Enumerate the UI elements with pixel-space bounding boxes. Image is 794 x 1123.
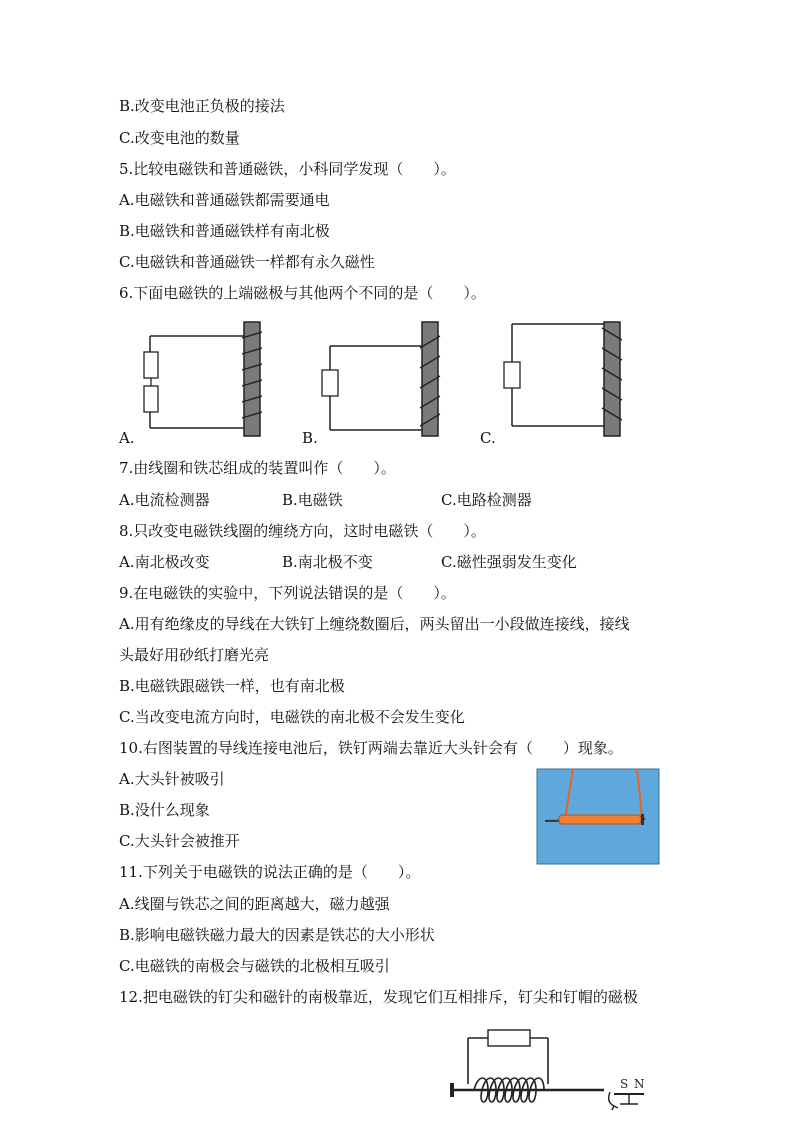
- option-q10-c: C.大头针会被推开: [119, 832, 240, 850]
- question-7: 7.由线圈和铁芯组成的装置叫作（ ）。: [119, 459, 396, 477]
- q6-diagram-a: [130, 318, 280, 443]
- option-q11-c: C.电磁铁的南极会与磁铁的北极相互吸引: [119, 957, 390, 975]
- question-5: 5.比较电磁铁和普通磁铁，小科同学发现（ ）。: [119, 160, 456, 178]
- q8-option-c: C.磁性强弱发生变化: [441, 553, 577, 571]
- question-11: 11.下列关于电磁铁的说法正确的是（ ）。: [119, 863, 421, 881]
- q6-diagram-b: [318, 318, 448, 443]
- option-q9-a: A.用有绝缘皮的导线在大铁钉上缠绕数圈后，两头留出一小段做连接线，接线: [119, 615, 630, 633]
- option-q11-b: B.影响电磁铁磁力最大的因素是铁芯的大小形状: [119, 926, 435, 944]
- q6-option-c: C.: [480, 429, 496, 447]
- question-12: 12.把电磁铁的钉尖和磁针的南极靠近，发现它们互相排斥，钉尖和钉帽的磁极: [119, 988, 638, 1006]
- question-8: 8.只改变电磁铁线圈的缠绕方向，这时电磁铁（ ）。: [119, 522, 486, 540]
- option-q4-b: B.改变电池正负极的接法: [119, 97, 285, 115]
- q7-option-c: C.电路检测器: [441, 491, 532, 509]
- option-q9-c: C.当改变电流方向时，电磁铁的南北极不会发生变化: [119, 708, 465, 726]
- q12-diagram: [448, 1026, 668, 1116]
- question-9: 9.在电磁铁的实验中，下列说法错误的是（ ）。: [119, 584, 456, 602]
- q6-option-a: A.: [119, 429, 135, 447]
- question-6: 6.下面电磁铁的上端磁极与其他两个不同的是（ ）。: [119, 284, 486, 302]
- q7-option-b: B.电磁铁: [282, 491, 343, 509]
- q8-option-b: B.南北极不变: [282, 553, 373, 571]
- option-q9-b: B.电磁铁跟磁铁一样，也有南北极: [119, 677, 345, 695]
- option-q4-c: C.改变电池的数量: [119, 129, 240, 147]
- q7-option-a: A.电流检测器: [119, 491, 210, 509]
- compass-s-label: S: [620, 1077, 629, 1091]
- option-q5-b: B.电磁铁和普通磁铁样有南北极: [119, 222, 330, 240]
- option-q10-a: A.大头针被吸引: [119, 770, 225, 788]
- option-q11-a: A.线圈与铁芯之间的距离越大，磁力越强: [119, 895, 390, 913]
- q10-photo: [537, 769, 659, 864]
- compass-n-label: N: [634, 1077, 645, 1091]
- question-10: 10.右图装置的导线连接电池后，铁钉两端去靠近大头针会有（ ）现象。: [119, 739, 623, 757]
- option-q5-a: A.电磁铁和普通磁铁都需要通电: [119, 191, 330, 209]
- q6-diagram-c: [498, 318, 638, 443]
- option-q9-a-cont: 头最好用砂纸打磨光亮: [119, 646, 270, 664]
- option-q5-c: C.电磁铁和普通磁铁一样都有永久磁性: [119, 253, 375, 271]
- option-q10-b: B.没什么现象: [119, 801, 210, 819]
- q6-option-b: B.: [302, 429, 318, 447]
- q8-option-a: A.南北极改变: [119, 553, 210, 571]
